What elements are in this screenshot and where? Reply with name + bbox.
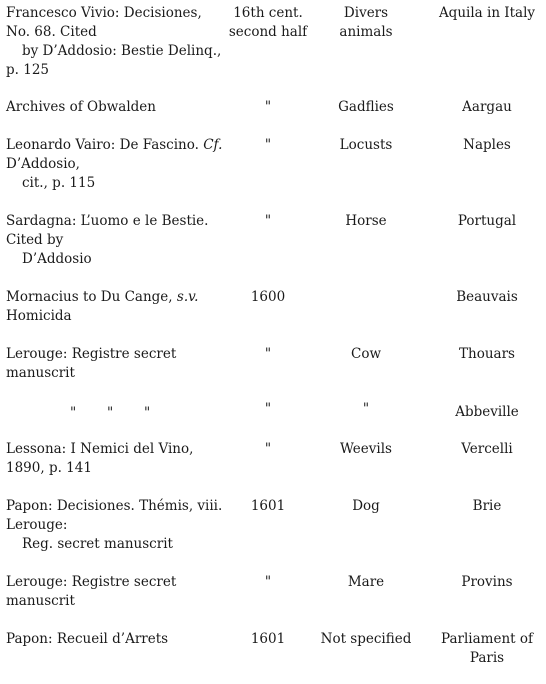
place-cell: [428, 440, 546, 459]
place-line: Beauvais: [456, 289, 518, 305]
source-line: p. 125: [6, 62, 49, 78]
accused-line: animals: [339, 24, 393, 40]
place-cell: [428, 288, 546, 307]
place-cell: [428, 630, 546, 668]
date-line: second half: [228, 24, 308, 40]
date-line: 1601: [250, 631, 286, 647]
source-cell: [6, 345, 218, 383]
accused-line: Dog: [352, 498, 380, 514]
place-cell: [428, 345, 546, 364]
source-cell: [6, 402, 218, 422]
accused-cell: [316, 136, 416, 155]
source-line: 1890, p. 141: [6, 460, 92, 476]
source-line: by D’Addosio: Bestie Delinq.,: [22, 43, 222, 59]
place-line: Aargau: [462, 99, 512, 115]
place-cell: [428, 136, 546, 155]
source-line: Lerouge:: [6, 517, 68, 533]
source-italic: s.v.: [176, 289, 199, 305]
place-line: Thouars: [459, 346, 515, 362]
place-line: Vercelli: [461, 441, 513, 457]
source-line: Lerouge: Registre secret: [6, 574, 177, 590]
source-cell: [6, 573, 218, 611]
place-line: Brie: [472, 498, 502, 514]
date-line: ": [264, 574, 272, 590]
place-cell: [428, 212, 546, 231]
source-cell: [6, 497, 223, 554]
date-cell: [222, 345, 314, 364]
date-line: ": [264, 99, 272, 115]
accused-cell: [316, 630, 416, 649]
source-cell: [6, 630, 218, 649]
date-cell: [222, 440, 314, 459]
accused-line: Locusts: [339, 137, 393, 153]
ditto-mark: ": [70, 405, 77, 421]
accused-cell: [316, 573, 416, 592]
date-line: ": [264, 346, 272, 362]
date-line: ": [264, 441, 272, 457]
place-line: Paris: [469, 650, 505, 666]
source-line: Sardagna: L’uomo e le Bestie.: [6, 213, 209, 229]
accused-cell: [316, 98, 416, 117]
place-cell: [428, 4, 546, 23]
date-cell: [222, 630, 314, 649]
accused-line: Not specified: [320, 631, 412, 647]
source-cell: [6, 288, 218, 326]
date-line: ": [264, 213, 272, 229]
date-line: 1601: [250, 498, 286, 514]
accused-line: ": [362, 401, 370, 417]
source-cell: [6, 440, 218, 478]
source-line: [6, 136, 223, 155]
source-line: cit., p. 115: [22, 175, 96, 191]
source-line: Lessona: I Nemici del Vino,: [6, 441, 194, 457]
place-line: Abbeville: [455, 404, 519, 420]
source-line: Lerouge: Registre secret: [6, 346, 177, 362]
accused-cell: [316, 440, 416, 459]
source-text: Mornacius to Du Cange,: [6, 289, 177, 305]
source-line: [6, 288, 218, 307]
source-line: D’Addosio: [22, 251, 92, 267]
ditto-mark: ": [107, 405, 114, 421]
place-cell: [428, 403, 546, 422]
place-cell: [428, 573, 546, 592]
date-cell: [222, 4, 314, 42]
accused-line: Cow: [350, 346, 381, 362]
place-cell: [428, 497, 546, 516]
date-cell: [222, 400, 314, 419]
ditto-mark: ": [144, 405, 151, 421]
date-line: 1600: [250, 289, 286, 305]
source-cell: [6, 136, 223, 193]
source-cell: [6, 98, 218, 117]
source-line: Cited by: [6, 232, 64, 248]
date-cell: [222, 573, 314, 592]
accused-line: Gadflies: [338, 99, 394, 115]
source-line: Archives of Obwalden: [6, 99, 156, 115]
source-line: No. 68. Cited: [6, 24, 97, 40]
place-cell: [428, 98, 546, 117]
accused-cell: [316, 345, 416, 364]
date-line: ": [264, 137, 272, 153]
source-cell: [6, 4, 222, 80]
source-line: Reg. secret manuscrit: [22, 536, 173, 552]
source-line: D’Addosio,: [6, 156, 80, 172]
source-line: manuscrit: [6, 365, 75, 381]
place-line: Provins: [461, 574, 513, 590]
accused-line: Horse: [345, 213, 387, 229]
place-line: Portugal: [457, 213, 517, 229]
date-line: ": [264, 401, 272, 417]
accused-cell: [316, 212, 416, 231]
date-cell: [222, 98, 314, 117]
accused-line: Weevils: [340, 441, 392, 457]
source-cell: [6, 212, 218, 269]
source-line: Homicida: [6, 308, 72, 324]
accused-cell: [316, 400, 416, 419]
place-line: Naples: [463, 137, 511, 153]
date-cell: [222, 136, 314, 155]
place-line: Parliament of: [441, 631, 533, 647]
source-line: Papon: Recueil d’Arrets: [6, 631, 169, 647]
date-line: 16th cent.: [233, 5, 303, 21]
date-cell: [222, 497, 314, 516]
source-line: Francesco Vivio: Decisiones,: [6, 5, 202, 21]
accused-line: Divers: [343, 5, 389, 21]
accused-line: Mare: [347, 574, 385, 590]
date-cell: [222, 212, 314, 231]
source-line: Papon: Decisiones. Thémis, viii.: [6, 498, 223, 514]
accused-cell: [316, 497, 416, 516]
date-cell: [222, 288, 314, 307]
source-text: Leonardo Vairo: De Fascino.: [6, 137, 204, 153]
source-italic: Cf.: [203, 137, 223, 153]
source-line: manuscrit: [6, 593, 75, 609]
place-line: Aquila in Italy: [438, 5, 536, 21]
accused-cell: [316, 4, 416, 42]
